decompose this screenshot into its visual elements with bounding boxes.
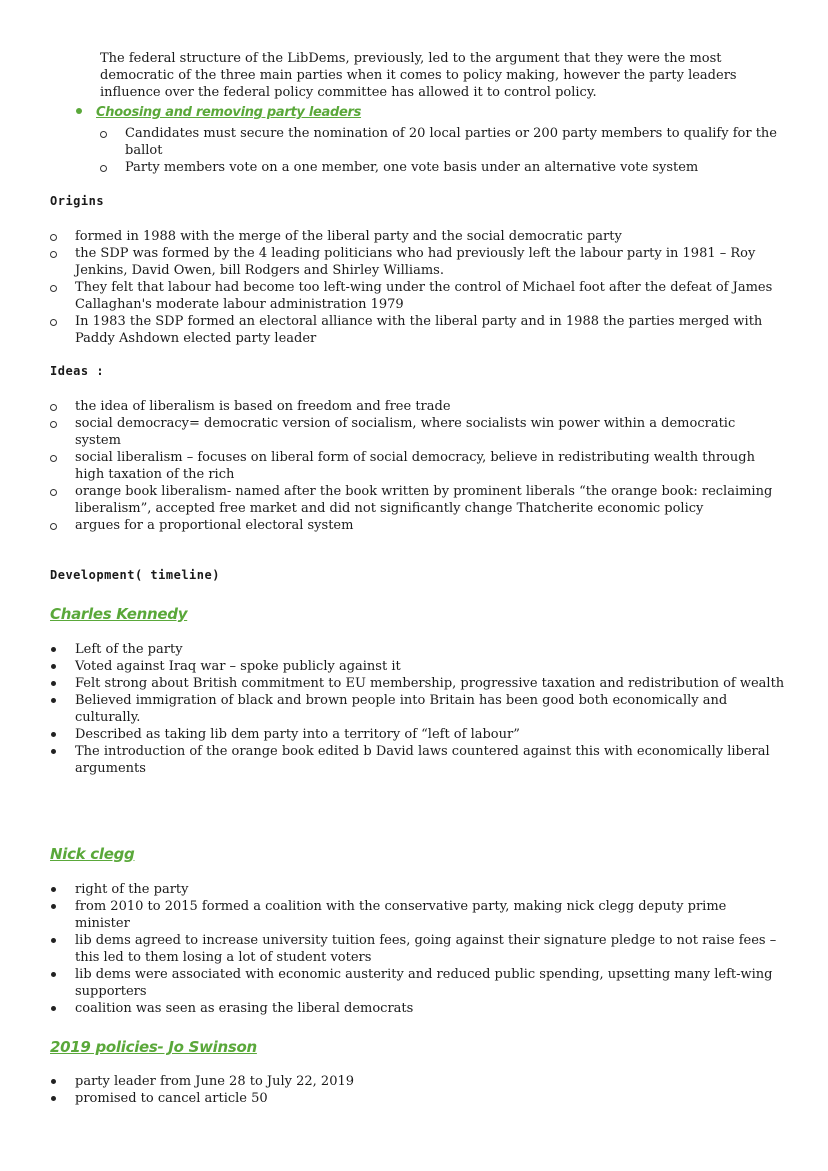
list-item: The introduction of the orange book edited b David laws countered against this with economically liberal arguments xyxy=(50,743,785,777)
list-item: In 1983 the SDP formed an electoral alliance with the liberal party and in 1988 the parties merged with Paddy Ashdown elected party leader xyxy=(50,313,785,347)
list-item: from 2010 to 2015 formed a coalition with the conservative party, making nick clegg deputy prime minister xyxy=(50,898,785,932)
list-item: social democracy= democratic version of socialism, where socialists win power within a democratic system xyxy=(50,415,785,449)
swinson-list xyxy=(50,1073,785,1107)
ideas-list xyxy=(50,398,785,534)
list-item: formed in 1988 with the merge of the liberal party and the social democratic party xyxy=(50,228,785,245)
list-item: coalition was seen as erasing the liberal democrats xyxy=(50,1000,785,1017)
list-item: Voted against Iraq war – spoke publicly against it xyxy=(50,658,785,675)
kennedy-heading: Charles Kennedy xyxy=(50,605,188,623)
green-bullet-icon xyxy=(76,108,82,114)
list-item: They felt that labour had become too left-wing under the control of Michael foot after the defeat of James Callaghan's moderate labour administration 1979 xyxy=(50,279,785,313)
list-item: lib dems were associated with economic austerity and reduced public spending, upsetting many left-wing supporters xyxy=(50,966,785,1000)
list-item: right of the party xyxy=(50,881,785,898)
clegg-heading: Nick clegg xyxy=(50,845,135,863)
development-heading: Development( timeline) xyxy=(50,568,220,582)
list-item: Candidates must secure the nomination of 20 local parties or 200 party members to qualify for the ballot xyxy=(100,125,780,159)
intro-paragraph: The federal structure of the LibDems, previously, led to the argument that they were the most democratic of the three main parties when it comes to policy making, however the party leaders influence over the federal policy committee has allowed it to control policy. xyxy=(100,51,737,100)
leaders-heading-text: Choosing and removing party leaders xyxy=(96,105,362,120)
list-item: the idea of liberalism is based on freedom and free trade xyxy=(50,398,785,415)
list-item: argues for a proportional electoral system xyxy=(50,517,785,534)
kennedy-list xyxy=(50,641,785,777)
list-item: lib dems agreed to increase university tuition fees, going against their signature pledge to not raise fees – this led to them losing a lot of student voters xyxy=(50,932,785,966)
origins-heading: Origins xyxy=(50,194,105,208)
list-item: social liberalism – focuses on liberal form of social democracy, believe in redistributing wealth through high taxation of the rich xyxy=(50,449,785,483)
clegg-list xyxy=(50,881,785,1017)
leaders-heading xyxy=(76,104,361,121)
list-item: promised to cancel article 50 xyxy=(50,1090,785,1107)
list-item: party leader from June 28 to July 22, 2019 xyxy=(50,1073,785,1090)
list-item: the SDP was formed by the 4 leading politicians who had previously left the labour party in 1981 – Roy Jenkins, David Owen, bill Rodgers and Shirley Williams. xyxy=(50,245,785,279)
list-item: Felt strong about British commitment to EU membership, progressive taxation and redistribution of wealth xyxy=(50,675,785,692)
list-item: orange book liberalism- named after the book written by prominent liberals “the orange book: reclaiming liberalism”, accepted free market and did not significantly change Thatcherite economic policy xyxy=(50,483,785,517)
origins-list xyxy=(50,228,785,347)
leaders-list xyxy=(100,125,780,176)
list-item: Believed immigration of black and brown people into Britain has been good both economically and culturally. xyxy=(50,692,785,726)
list-item: Left of the party xyxy=(50,641,785,658)
list-item: Described as taking lib dem party into a territory of “left of labour” xyxy=(50,726,785,743)
ideas-heading: Ideas : xyxy=(50,364,105,378)
list-item: Party members vote on a one member, one vote basis under an alternative vote system xyxy=(100,159,780,176)
swinson-heading: 2019 policies- Jo Swinson xyxy=(50,1038,257,1056)
